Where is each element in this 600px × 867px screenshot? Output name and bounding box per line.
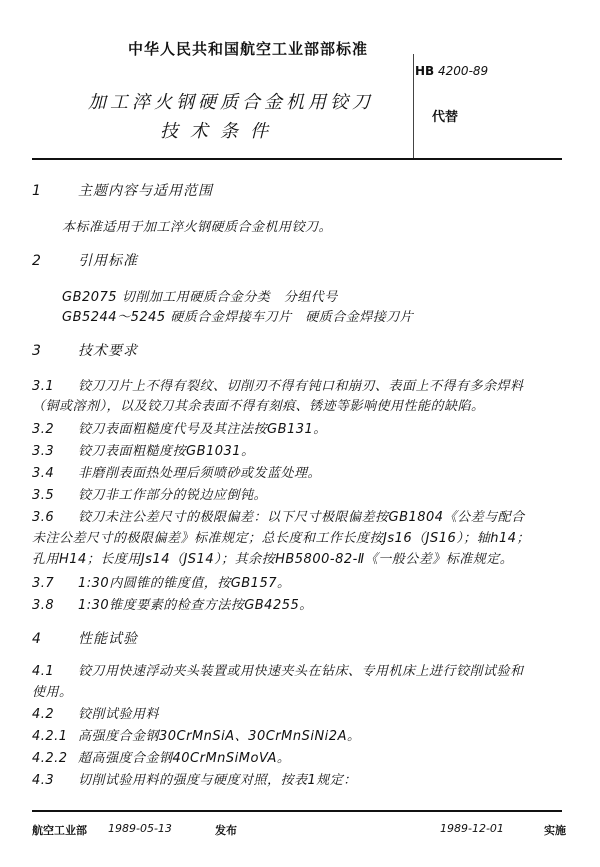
implementation-date-value: 1989-12-01	[440, 822, 504, 835]
clause-4-1-continued: 使用。	[32, 685, 73, 700]
header-rule	[32, 158, 562, 160]
clause-number: 3.6	[32, 510, 55, 525]
implementation-date	[440, 822, 504, 835]
standard-code: 4200-89	[438, 64, 489, 78]
clause-text: 铰刀刀片上不得有裂纹、切削刃不得有钝口和崩刃、表面上不得有多余焊料	[78, 379, 524, 394]
clause-4-2	[32, 703, 159, 722]
clause-text: 铰刀未注公差尺寸的极限偏差：以下尺寸极限偏差按GB1804《公差与配合	[78, 510, 525, 525]
clause-number: 4.2.1	[32, 729, 68, 744]
clause-number: 3.2	[32, 422, 55, 437]
clause-3-6-continued-1: 未注公差尺寸的极限偏差》标准规定；总长度和工作长度按Js16（JS16）；轴h14；	[32, 531, 531, 546]
clause-text: 高强度合金钢30CrMnSiA、30CrMnSiNi2A。	[78, 729, 361, 744]
section-1-text: 本标准适用于加工淬火钢硬质合金机用铰刀。	[62, 220, 333, 235]
footer-rule	[32, 810, 562, 812]
section-4-heading	[32, 628, 138, 648]
header-divider-vertical	[413, 54, 414, 158]
clause-number: 3.8	[32, 598, 55, 613]
section-2-heading	[32, 250, 138, 270]
clause-3-7	[32, 572, 291, 591]
clause-text: 1:30内圆锥的锥度值，按GB157。	[78, 576, 291, 591]
clause-3-6	[32, 506, 525, 525]
clause-text: 铰刀用快速浮动夹头装置或用快速夹头在钻床、专用机床上进行铰削试验和	[78, 664, 524, 679]
reference-gb5244: GB5244～5245 硬质合金焊接车刀片 硬质合金焊接刀片	[62, 310, 414, 325]
issuing-organization: 中华人民共和国航空工业部部标准	[128, 40, 369, 58]
standard-number	[415, 64, 488, 78]
clause-number: 3.1	[32, 379, 55, 394]
clause-text: 超高强度合金钢40CrMnSiMoVA。	[78, 751, 291, 766]
section-number: 1	[32, 183, 42, 199]
clause-number: 3.5	[32, 488, 55, 503]
section-title: 技术要求	[78, 343, 138, 359]
document-title-line1: 加工淬火钢硬质合金机用铰刀	[88, 92, 374, 113]
clause-text: 铰刀非工作部分的锐边应倒钝。	[78, 488, 268, 503]
section-number: 2	[32, 253, 42, 269]
issue-date	[108, 822, 172, 835]
section-1-heading	[32, 180, 213, 200]
clause-number: 4.2	[32, 707, 55, 722]
reference-gb2075: GB2075 切削加工用硬质合金分类 分组代号	[62, 290, 338, 305]
issue-label: 发布	[215, 824, 237, 837]
clause-4-1	[32, 660, 524, 679]
clause-3-5	[32, 484, 267, 503]
implementation-label: 实施	[544, 824, 566, 837]
clause-text: 1:30锥度要素的检查方法按GB4255。	[78, 598, 313, 613]
document-title-line2: 技术条件	[160, 121, 280, 142]
issuer-name: 航空工业部	[32, 824, 87, 837]
clause-3-1-continued: （铜或溶剂），以及铰刀其余表面不得有刻痕、锈迹等影响使用性能的缺陷。	[32, 399, 485, 414]
clause-3-4	[32, 462, 321, 481]
clause-3-2	[32, 418, 327, 437]
section-3-heading	[32, 340, 138, 360]
standard-prefix: HB	[415, 64, 435, 78]
issue-date-value: 1989-05-13	[108, 822, 172, 835]
section-title: 主题内容与适用范围	[78, 183, 213, 199]
section-number: 4	[32, 631, 42, 647]
clause-number: 3.7	[32, 576, 55, 591]
clause-text: 铰削试验用料	[78, 707, 160, 722]
section-number: 3	[32, 343, 42, 359]
clause-4-3	[32, 769, 357, 788]
clause-number: 4.1	[32, 664, 55, 679]
clause-text: 切削试验用料的强度与硬度对照，按表1规定：	[78, 773, 357, 788]
clause-3-6-continued-2: 孔用H14；长度用Js14（JS14）；其余按HB5800-82-Ⅱ《一般公差》标准规定。	[32, 552, 514, 567]
section-title: 引用标准	[78, 253, 138, 269]
clause-4-2-2	[32, 747, 290, 766]
clause-number: 3.4	[32, 466, 55, 481]
clause-4-2-1	[32, 725, 360, 744]
clause-text: 铰刀表面粗糙度按GB1031。	[78, 444, 255, 459]
clause-number: 4.3	[32, 773, 55, 788]
replaces-label: 代替	[432, 110, 459, 125]
section-title: 性能试验	[78, 631, 138, 647]
clause-number: 3.3	[32, 444, 55, 459]
clause-number: 4.2.2	[32, 751, 68, 766]
clause-text: 铰刀表面粗糙度代号及其注法按GB131。	[78, 422, 327, 437]
clause-3-3	[32, 440, 255, 459]
clause-3-1	[32, 375, 524, 394]
clause-3-8	[32, 594, 313, 613]
clause-text: 非磨削表面热处理后须喷砂或发蓝处理。	[78, 466, 322, 481]
